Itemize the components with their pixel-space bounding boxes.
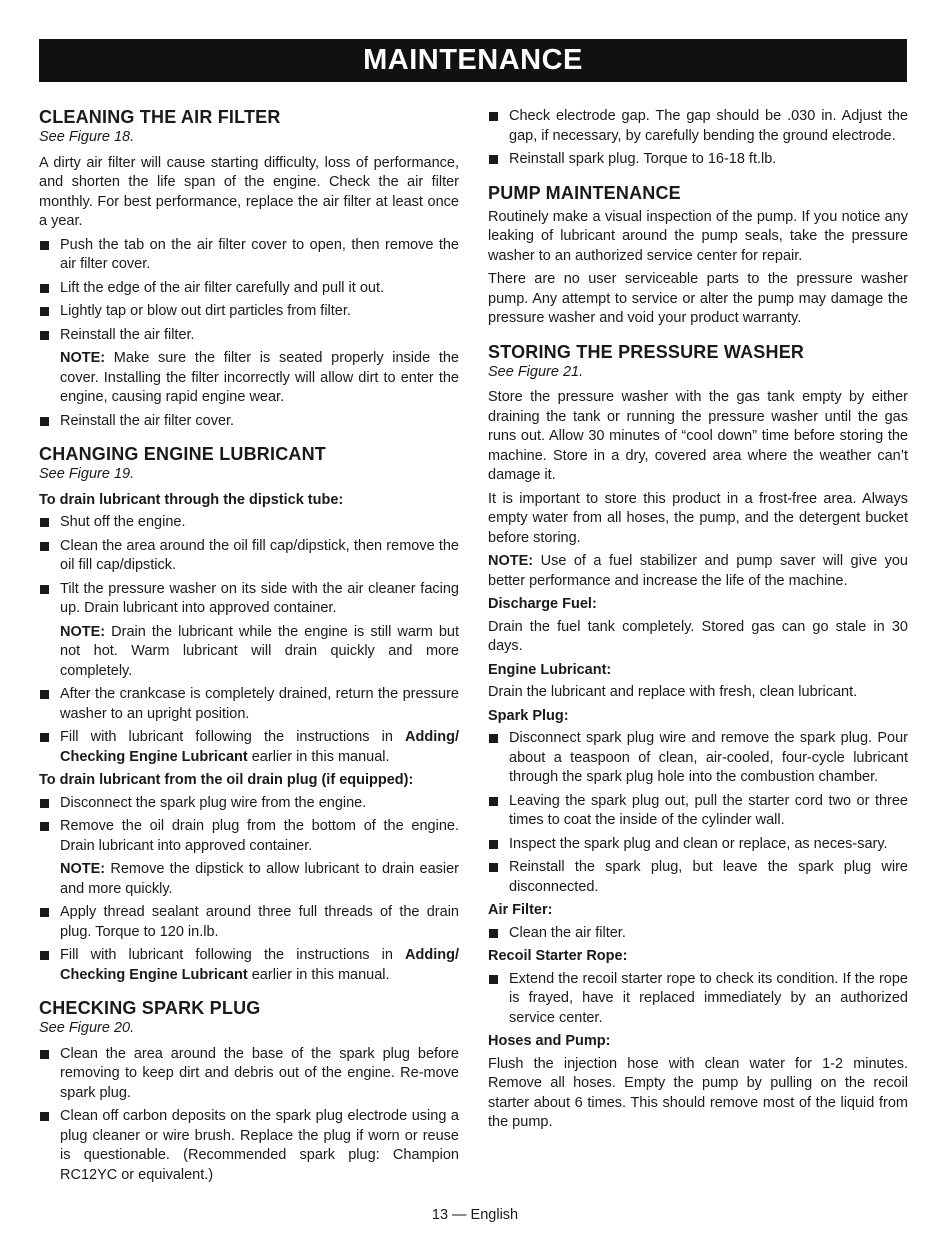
- hoses-pump-text: Flush the injection hose with clean water for 1-2 minutes. Remove all hoses. Empty the pump by pulling on the recoil starter about 6 times. This should remove most of the liquid from the pump.: [488, 1055, 908, 1130]
- list-item: Reinstall the air filter.: [39, 326, 459, 346]
- note-label: NOTE:: [60, 861, 106, 877]
- spark-plug-heading: CHECKING SPARK PLUG: [39, 998, 261, 1018]
- fill-text-reference: Adding/ Checking Engine Lubricant: [60, 729, 459, 765]
- drain-plug-steps-continued: [39, 903, 459, 985]
- dipstick-steps-continued: [39, 685, 459, 767]
- list-item: [39, 946, 459, 985]
- storing-spark-steps: [488, 729, 908, 897]
- note-text: Make sure the filter is seated properly inside the cover. Installing the filter incorrectly will allow dirt to enter the engine, causing rapid engine wear.: [60, 350, 459, 405]
- air-filter-figure-ref: See Figure 18.: [39, 129, 135, 145]
- fill-text-post: earlier in this manual.: [247, 966, 390, 983]
- recoil-rope-subheading: Recoil Starter Rope:: [488, 948, 628, 964]
- list-item: Extend the recoil starter rope to check its condition. If the rope is frayed, have it replaced immediately by an authorized service center.: [488, 970, 908, 1029]
- engine-lubricant-text: Drain the lubricant and replace with fresh, clean lubricant.: [488, 684, 858, 700]
- storing-figure-ref: See Figure 21.: [488, 363, 584, 380]
- engine-lubricant-subheading: Engine Lubricant:: [488, 661, 612, 678]
- air-filter-final-step: [39, 412, 459, 432]
- dipstick-subheading: To drain lubricant through the dipstick tube:: [39, 491, 344, 508]
- list-item: Tilt the pressure washer on its side with the air cleaner facing up. Drain lubricant into approved container.: [39, 580, 459, 619]
- storing-filter-steps: [488, 924, 908, 944]
- list-item: Leaving the spark plug out, pull the starter cord two or three times to coat the inside of the cylinder wall.: [488, 792, 908, 831]
- storing-heading: STORING THE PRESSURE WASHER: [488, 341, 805, 362]
- air-filter-steps: [39, 236, 459, 346]
- list-item: Disconnect the spark plug wire from the engine.: [39, 794, 459, 814]
- discharge-fuel-text: Drain the fuel tank completely. Stored gas can go stale in 30 days.: [488, 618, 908, 654]
- note-text: Use of a fuel stabilizer and pump saver will give you better performance and increase the life of the machine.: [488, 553, 908, 589]
- list-item: Reinstall the air filter cover.: [39, 412, 459, 432]
- storing-note: [488, 552, 908, 591]
- list-item: Reinstall the spark plug, but leave the spark plug wire disconnected.: [488, 858, 908, 897]
- list-item: Clean off carbon deposits on the spark plug electrode using a plug cleaner or wire brush. Replace the plug if worn or reuse is questionable. (Recommended spark plug: Champion RC12YC or equivalent.): [39, 1107, 459, 1185]
- list-item: Apply thread sealant around three full threads of the drain plug. Torque to 120 in.lb.: [39, 903, 459, 942]
- storing-paragraph-2: It is important to store this product in a frost-free area. Always empty water from all hoses, the pump, and the detergent bucket before storing.: [488, 490, 908, 546]
- list-item: Clean the area around the base of the spark plug before removing to keep dirt and debris out of the engine. Re-move spark plug.: [39, 1045, 459, 1104]
- note-text: Drain the lubricant while the engine is still warm but not hot. Warm lubricant will drain quickly and more completely.: [60, 623, 459, 679]
- air-filter-subheading: Air Filter:: [488, 902, 553, 918]
- list-item: Clean the air filter.: [488, 924, 908, 944]
- pump-heading: PUMP MAINTENANCE: [488, 182, 681, 203]
- note-label: NOTE:: [488, 553, 534, 569]
- page-title: MAINTENANCE: [39, 39, 907, 82]
- list-item: Lift the edge of the air filter carefully and pull it out.: [39, 279, 459, 299]
- note-text: Remove the dipstick to allow lubricant to drain easier and more quickly.: [60, 861, 459, 897]
- air-filter-intro: A dirty air filter will cause starting difficulty, loss of performance, and shorten the life span of the engine. Check the air filter monthly. For best performance, replace the air filter at least once a year.: [39, 154, 459, 229]
- list-item: Lightly tap or blow out dirt particles from filter.: [39, 302, 459, 322]
- note-label: NOTE:: [60, 623, 106, 640]
- dipstick-steps: [39, 513, 459, 619]
- list-item: Push the tab on the air filter cover to open, then remove the air filter cover.: [39, 236, 459, 275]
- list-item: Check electrode gap. The gap should be .030 in. Adjust the gap, if necessary, by carefully bending the ground electrode.: [488, 107, 908, 146]
- air-filter-note: [39, 349, 459, 408]
- list-item: After the crankcase is completely drained, return the pressure washer to an upright position.: [39, 685, 459, 724]
- list-item: Disconnect spark plug wire and remove the spark plug. Pour about a teaspoon of clean, air-cooled, four-cycle lubricant through the spark plug hole into the combustion chamber.: [488, 729, 908, 788]
- spark-plug-steps: [39, 1045, 459, 1186]
- drain-plug-subheading: To drain lubricant from the oil drain plug (if equipped):: [39, 772, 414, 788]
- lubricant-note-2: [39, 860, 459, 899]
- list-item: [39, 728, 459, 767]
- fill-text-pre: Fill with lubricant following the instructions in: [60, 729, 406, 745]
- lubricant-figure-ref: See Figure 19.: [39, 466, 135, 482]
- spark-plug-subheading: Spark Plug:: [488, 707, 569, 724]
- drain-plug-steps: [39, 794, 459, 857]
- storing-rope-steps: [488, 970, 908, 1029]
- discharge-fuel-subheading: Discharge Fuel:: [488, 596, 597, 612]
- pump-paragraph-2: There are no user serviceable parts to the pressure washer pump. Any attempt to service or alter the pump may damage the pressure washer and void your product warranty.: [488, 271, 908, 326]
- spark-plug-figure-ref: See Figure 20.: [39, 1020, 135, 1036]
- air-filter-heading: CLEANING THE AIR FILTER: [39, 107, 281, 127]
- right-column: [488, 107, 908, 1137]
- hoses-pump-subheading: Hoses and Pump:: [488, 1033, 611, 1049]
- pump-paragraph-1: Routinely make a visual inspection of the pump. If you notice any leaking of lubricant around the pump seals, take the pressure washer to an authorized service center for repair.: [488, 208, 908, 264]
- fill-text-post: earlier in this manual.: [247, 748, 390, 765]
- spark-plug-steps-continued: [488, 107, 908, 170]
- left-column: [39, 106, 459, 1189]
- lubricant-note-1: [39, 623, 459, 682]
- fill-text-pre: Fill with lubricant following the instructions in: [60, 947, 406, 963]
- fill-text-reference: Adding/ Checking Engine Lubricant: [60, 947, 459, 983]
- note-label: NOTE:: [60, 350, 106, 366]
- list-item: Reinstall spark plug. Torque to 16-18 ft.lb.: [488, 150, 908, 170]
- lubricant-heading: CHANGING ENGINE LUBRICANT: [39, 444, 326, 464]
- page-footer: 13 — English: [431, 1207, 519, 1223]
- list-item: Inspect the spark plug and clean or replace, as neces-sary.: [488, 835, 908, 855]
- list-item: Remove the oil drain plug from the bottom of the engine. Drain lubricant into approved container.: [39, 817, 459, 856]
- list-item: Clean the area around the oil fill cap/dipstick, then remove the oil fill cap/dipstick.: [39, 537, 459, 576]
- list-item: Shut off the engine.: [39, 513, 459, 533]
- storing-paragraph-1: Store the pressure washer with the gas tank empty by either draining the tank or running the pressure washer until the gas runs out. Allow 30 minutes of “cool down” time before storing the machine. Store in a dry, covered area where the weather can’t damage it.: [488, 389, 908, 483]
